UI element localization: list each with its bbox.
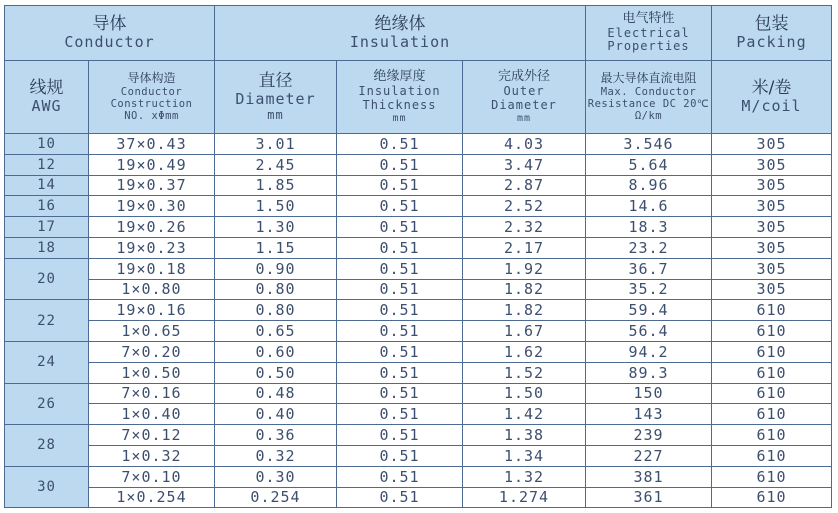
outer-diameter-header: 完成外径 Outer Diameter mm <box>463 61 586 134</box>
awg-cell: 28 <box>5 425 89 467</box>
outer-diameter-cell: 2.32 <box>463 217 586 238</box>
diameter-cell: 1.15 <box>215 237 337 258</box>
table-row <box>5 154 832 175</box>
thickness-cell: 0.51 <box>337 425 463 446</box>
outer-diameter-cell: 2.17 <box>463 237 586 258</box>
table-row <box>5 487 832 508</box>
outer-diameter-cell: 1.42 <box>463 404 586 425</box>
construction-cell: 19×0.26 <box>89 217 215 238</box>
construction-cell: 7×0.20 <box>89 341 215 362</box>
diameter-cell: 0.48 <box>215 383 337 404</box>
awg-cell: 14 <box>5 175 89 196</box>
awg-cell: 12 <box>5 154 89 175</box>
awg-cell: 16 <box>5 196 89 217</box>
construction-header: 导体构造 Conductor Construction NO. xΦmm <box>89 61 215 134</box>
awg-cell: 24 <box>5 341 89 383</box>
resistance-cell: 150 <box>586 383 712 404</box>
thickness-cell: 0.51 <box>337 487 463 508</box>
resistance-cell: 227 <box>586 445 712 466</box>
outer-diameter-cell: 1.52 <box>463 362 586 383</box>
coil-length-cell: 610 <box>712 404 832 425</box>
thickness-cell: 0.51 <box>337 258 463 279</box>
resistance-cell: 89.3 <box>586 362 712 383</box>
resistance-header: 最大导体直流电阻 Max. Conductor Resistance DC 20℃ Ω/km <box>586 61 712 134</box>
wire-spec-table <box>4 5 832 508</box>
thickness-cell: 0.51 <box>337 237 463 258</box>
construction-cell: 1×0.80 <box>89 279 215 300</box>
insulation-group-header: 绝缘体 Insulation <box>215 6 586 61</box>
construction-cell: 19×0.30 <box>89 196 215 217</box>
construction-cell: 1×0.65 <box>89 321 215 342</box>
coil-length-cell: 305 <box>712 196 832 217</box>
construction-cell: 37×0.43 <box>89 134 215 155</box>
diameter-cell: 0.40 <box>215 404 337 425</box>
outer-diameter-cell: 3.47 <box>463 154 586 175</box>
table-row <box>5 279 832 300</box>
coil-length-cell: 610 <box>712 466 832 487</box>
coil-length-cell: 305 <box>712 175 832 196</box>
thickness-cell: 0.51 <box>337 445 463 466</box>
diameter-header: 直径 Diameter mm <box>215 61 337 134</box>
outer-diameter-cell: 1.92 <box>463 258 586 279</box>
outer-diameter-cell: 1.67 <box>463 321 586 342</box>
table-row <box>5 341 832 362</box>
awg-cell: 10 <box>5 134 89 155</box>
resistance-cell: 59.4 <box>586 300 712 321</box>
diameter-cell: 1.85 <box>215 175 337 196</box>
table-row <box>5 217 832 238</box>
coil-length-cell: 305 <box>712 279 832 300</box>
thickness-cell: 0.51 <box>337 300 463 321</box>
table-row <box>5 175 832 196</box>
awg-cell: 22 <box>5 300 89 342</box>
resistance-cell: 36.7 <box>586 258 712 279</box>
diameter-cell: 0.254 <box>215 487 337 508</box>
diameter-cell: 0.80 <box>215 279 337 300</box>
table-row <box>5 300 832 321</box>
outer-diameter-cell: 1.274 <box>463 487 586 508</box>
diameter-cell: 1.30 <box>215 217 337 238</box>
outer-diameter-cell: 1.38 <box>463 425 586 446</box>
resistance-cell: 361 <box>586 487 712 508</box>
construction-cell: 1×0.32 <box>89 445 215 466</box>
resistance-cell: 381 <box>586 466 712 487</box>
outer-diameter-cell: 4.03 <box>463 134 586 155</box>
diameter-cell: 0.90 <box>215 258 337 279</box>
table-row <box>5 425 832 446</box>
thickness-cell: 0.51 <box>337 134 463 155</box>
outer-diameter-cell: 1.34 <box>463 445 586 466</box>
outer-diameter-cell: 1.82 <box>463 279 586 300</box>
construction-cell: 19×0.16 <box>89 300 215 321</box>
outer-diameter-cell: 2.52 <box>463 196 586 217</box>
construction-cell: 19×0.37 <box>89 175 215 196</box>
diameter-cell: 1.50 <box>215 196 337 217</box>
coil-length-cell: 305 <box>712 237 832 258</box>
table-row <box>5 134 832 155</box>
coil-length-cell: 610 <box>712 300 832 321</box>
resistance-cell: 35.2 <box>586 279 712 300</box>
thickness-cell: 0.51 <box>337 404 463 425</box>
diameter-cell: 0.32 <box>215 445 337 466</box>
table-row <box>5 362 832 383</box>
thickness-cell: 0.51 <box>337 362 463 383</box>
thickness-cell: 0.51 <box>337 196 463 217</box>
construction-cell: 1×0.40 <box>89 404 215 425</box>
thickness-cell: 0.51 <box>337 321 463 342</box>
construction-cell: 1×0.50 <box>89 362 215 383</box>
thickness-cell: 0.51 <box>337 217 463 238</box>
coil-length-cell: 305 <box>712 134 832 155</box>
coil-length-cell: 610 <box>712 425 832 446</box>
awg-cell: 30 <box>5 466 89 508</box>
thickness-cell: 0.51 <box>337 175 463 196</box>
coil-length-cell: 610 <box>712 487 832 508</box>
awg-cell: 17 <box>5 217 89 238</box>
awg-cell: 18 <box>5 237 89 258</box>
table-body <box>5 134 832 508</box>
awg-cell: 26 <box>5 383 89 425</box>
outer-diameter-cell: 1.32 <box>463 466 586 487</box>
construction-cell: 1×0.254 <box>89 487 215 508</box>
coil-length-cell: 610 <box>712 445 832 466</box>
coil-length-cell: 610 <box>712 383 832 404</box>
thickness-cell: 0.51 <box>337 383 463 404</box>
outer-diameter-cell: 1.82 <box>463 300 586 321</box>
coil-length-cell: 610 <box>712 341 832 362</box>
diameter-cell: 0.50 <box>215 362 337 383</box>
diameter-cell: 3.01 <box>215 134 337 155</box>
table-row <box>5 466 832 487</box>
coil-length-cell: 305 <box>712 217 832 238</box>
electrical-properties-group-header: 电气特性 Electrical Properties <box>586 6 712 61</box>
table-row <box>5 196 832 217</box>
resistance-cell: 239 <box>586 425 712 446</box>
coil-length-cell: 305 <box>712 258 832 279</box>
resistance-cell: 23.2 <box>586 237 712 258</box>
diameter-cell: 0.65 <box>215 321 337 342</box>
table-row <box>5 404 832 425</box>
coil-length-cell: 610 <box>712 321 832 342</box>
table-row <box>5 321 832 342</box>
outer-diameter-cell: 2.87 <box>463 175 586 196</box>
table-row <box>5 237 832 258</box>
construction-cell: 19×0.18 <box>89 258 215 279</box>
construction-cell: 7×0.12 <box>89 425 215 446</box>
packing-group-header: 包装 Packing <box>712 6 832 61</box>
resistance-cell: 94.2 <box>586 341 712 362</box>
resistance-cell: 18.3 <box>586 217 712 238</box>
resistance-cell: 14.6 <box>586 196 712 217</box>
resistance-cell: 5.64 <box>586 154 712 175</box>
awg-header: 线规 AWG <box>5 61 89 134</box>
outer-diameter-cell: 1.50 <box>463 383 586 404</box>
diameter-cell: 2.45 <box>215 154 337 175</box>
resistance-cell: 56.4 <box>586 321 712 342</box>
resistance-cell: 143 <box>586 404 712 425</box>
resistance-cell: 3.546 <box>586 134 712 155</box>
construction-cell: 7×0.10 <box>89 466 215 487</box>
conductor-group-header: 导体 Conductor <box>5 6 215 61</box>
thickness-cell: 0.51 <box>337 466 463 487</box>
construction-cell: 19×0.23 <box>89 237 215 258</box>
thickness-cell: 0.51 <box>337 341 463 362</box>
construction-cell: 7×0.16 <box>89 383 215 404</box>
diameter-cell: 0.80 <box>215 300 337 321</box>
diameter-cell: 0.30 <box>215 466 337 487</box>
coil-length-header: 米/卷 M/coil <box>712 61 832 134</box>
table-row <box>5 445 832 466</box>
diameter-cell: 0.60 <box>215 341 337 362</box>
construction-cell: 19×0.49 <box>89 154 215 175</box>
coil-length-cell: 610 <box>712 362 832 383</box>
resistance-cell: 8.96 <box>586 175 712 196</box>
awg-cell: 20 <box>5 258 89 300</box>
insulation-thickness-header: 绝缘厚度 Insulation Thickness mm <box>337 61 463 134</box>
thickness-cell: 0.51 <box>337 279 463 300</box>
table-row <box>5 258 832 279</box>
diameter-cell: 0.36 <box>215 425 337 446</box>
outer-diameter-cell: 1.62 <box>463 341 586 362</box>
coil-length-cell: 305 <box>712 154 832 175</box>
table-row <box>5 383 832 404</box>
thickness-cell: 0.51 <box>337 154 463 175</box>
